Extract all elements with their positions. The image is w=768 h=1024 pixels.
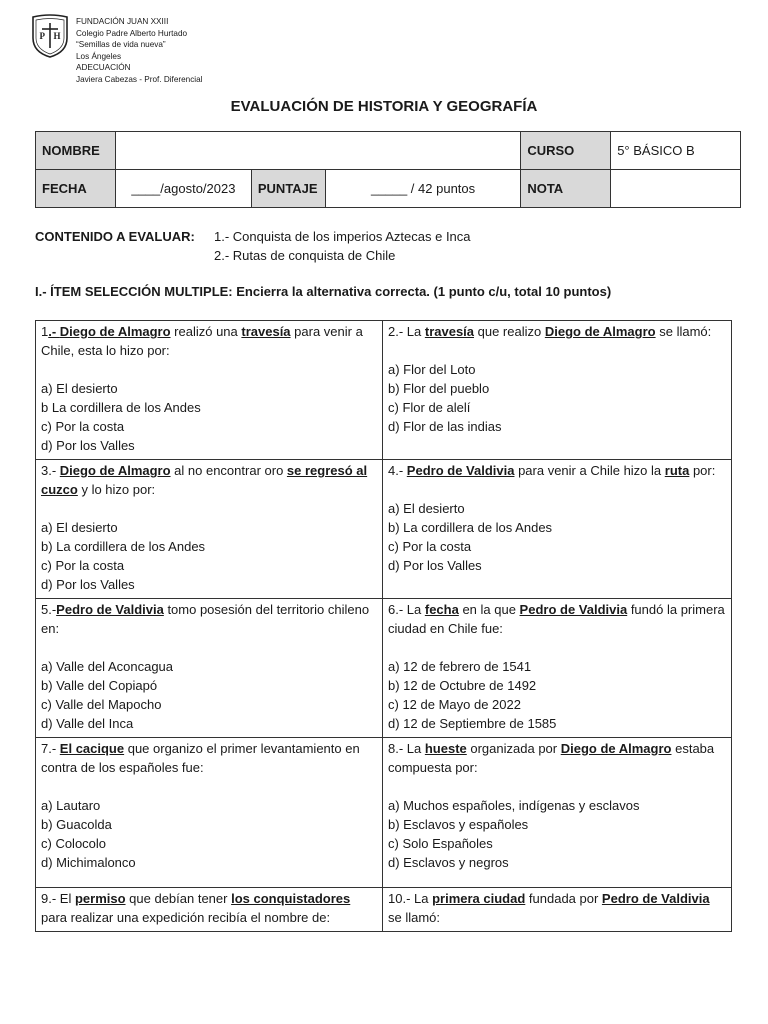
answer-option[interactable]: a) Valle del Aconcagua xyxy=(41,659,174,674)
answer-option[interactable]: a) Lautaro xyxy=(41,798,101,813)
question-text xyxy=(41,322,377,360)
answer-option[interactable]: b) La cordillera de los Andes xyxy=(41,539,206,554)
answer-option[interactable]: d) Valle del Inca xyxy=(41,716,134,731)
contenido-label: CONTENIDO A EVALUAR: xyxy=(35,229,195,244)
school-line: Los Ángeles xyxy=(76,51,122,61)
question-fragment: 3.- xyxy=(41,463,60,478)
question-cell xyxy=(383,321,732,460)
keyword: permiso xyxy=(74,891,126,906)
answer-option[interactable]: a) Muchos españoles, indígenas y esclavos xyxy=(388,798,640,813)
question-fragment: 1 xyxy=(41,324,49,339)
question-text xyxy=(388,461,726,480)
keyword: Diego de Almagro xyxy=(59,463,171,478)
section-title: I.- ÍTEM SELECCIÓN MULTIPLE: Encierra la alternativa correcta. (1 punto c/u, total 10 puntos) xyxy=(35,284,612,299)
keyword: El cacique xyxy=(59,741,125,756)
answer-option[interactable]: b) 12 de Octubre de 1492 xyxy=(388,678,537,693)
question-text xyxy=(388,889,726,927)
answer-option[interactable]: d) Flor de las indias xyxy=(388,419,502,434)
svg-text:P: P xyxy=(39,31,45,41)
question-fragment: realizó una xyxy=(170,324,242,339)
answer-options xyxy=(388,796,726,872)
question-fragment: estaba compuesta por: xyxy=(388,741,715,775)
keyword: Pedro de Valdivia xyxy=(519,602,628,617)
keyword: travesía xyxy=(241,324,291,339)
answer-option[interactable]: c) Por la costa xyxy=(41,558,125,573)
puntaje-field[interactable]: _____ / 42 puntos xyxy=(325,170,520,208)
question-cell xyxy=(36,321,383,460)
nombre-field[interactable] xyxy=(115,132,520,170)
keyword: travesía xyxy=(424,324,475,339)
question-fragment: 6.- La xyxy=(388,602,425,617)
answer-option[interactable]: c) Por la costa xyxy=(388,539,472,554)
school-line: ADECUACIÓN xyxy=(76,63,131,72)
question-cell xyxy=(36,460,383,599)
nota-label: NOTA xyxy=(521,170,611,208)
question-fragment: al no encontrar oro xyxy=(170,463,287,478)
answer-options xyxy=(388,360,726,436)
answer-option[interactable]: d) Michimalonco xyxy=(41,855,136,870)
answer-option[interactable]: c) Valle del Mapocho xyxy=(41,697,162,712)
question-fragment: tomo posesión del territorio chileno en: xyxy=(41,602,370,636)
answer-options xyxy=(41,796,377,872)
keyword: los conquistadores xyxy=(231,891,351,906)
keyword: Diego de Almagro xyxy=(560,741,672,756)
question-fragment: para realizar una expedición recibía el nombre de: xyxy=(41,910,331,925)
school-logo-icon xyxy=(30,14,70,58)
nota-field[interactable] xyxy=(611,170,741,208)
question-fragment: 5.- xyxy=(41,602,57,617)
student-info-table xyxy=(35,131,741,208)
question-text xyxy=(388,739,726,777)
question-cell xyxy=(383,888,732,932)
question-fragment: 4.- xyxy=(388,463,407,478)
answer-option[interactable]: c) 12 de Mayo de 2022 xyxy=(388,697,521,712)
curso-label: CURSO xyxy=(521,132,611,170)
answer-options xyxy=(41,657,377,733)
question-text xyxy=(41,889,377,927)
question-fragment: para venir a Chile, esta lo hizo por: xyxy=(41,324,363,358)
answer-option[interactable]: d) 12 de Septiembre de 1585 xyxy=(388,716,557,731)
question-text xyxy=(41,600,377,638)
page-title: EVALUACIÓN DE HISTORIA Y GEOGRAFÍA xyxy=(230,98,538,115)
question-cell xyxy=(383,460,732,599)
answer-option[interactable]: a) El desierto xyxy=(388,501,465,516)
keyword: primera ciudad xyxy=(432,891,526,906)
question-fragment: que organizo el primer levantamiento en contra de los españoles fue: xyxy=(41,741,360,775)
school-header xyxy=(30,14,750,98)
answer-option[interactable]: d) Esclavos y negros xyxy=(388,855,509,870)
answer-option[interactable]: b) Valle del Copiapó xyxy=(41,678,158,693)
keyword: .- xyxy=(48,324,60,339)
answer-options xyxy=(388,657,726,733)
fecha-field[interactable]: ____/agosto/2023 xyxy=(115,170,251,208)
keyword: Pedro de Valdivia xyxy=(406,463,515,478)
question-fragment: que realizo xyxy=(474,324,545,339)
question-fragment: por: xyxy=(689,463,716,478)
question-fragment: 10.- La xyxy=(388,891,433,906)
answer-options xyxy=(41,518,377,594)
question-fragment: fundada por xyxy=(525,891,602,906)
answer-option[interactable]: b) Flor del pueblo xyxy=(388,381,490,396)
answer-option[interactable]: d) Por los Valles xyxy=(41,438,135,453)
answer-options xyxy=(388,499,726,575)
question-fragment: 7.- xyxy=(41,741,60,756)
school-line: Colegio Padre Alberto Hurtado xyxy=(76,28,188,38)
keyword: hueste xyxy=(424,741,467,756)
answer-option[interactable]: a) Flor del Loto xyxy=(388,362,476,377)
contenido-item: 1.- Conquista de los imperios Aztecas e Inca xyxy=(214,229,471,244)
answer-options xyxy=(41,379,377,455)
answer-option[interactable]: c) Flor de alelí xyxy=(388,400,471,415)
answer-option[interactable]: c) Por la costa xyxy=(41,419,125,434)
keyword: fecha xyxy=(424,602,459,617)
question-fragment: 9.- El xyxy=(41,891,75,906)
answer-option[interactable]: b La cordillera de los Andes xyxy=(41,400,201,415)
question-fragment: se llamó: xyxy=(655,324,712,339)
keyword: Pedro de Valdivia xyxy=(56,602,164,617)
keyword: Pedro de Valdivia xyxy=(601,891,710,906)
question-fragment: en la que xyxy=(458,602,520,617)
question-text xyxy=(388,322,726,341)
question-text xyxy=(41,461,377,499)
school-line: FUNDACIÓN JUAN XXIII xyxy=(76,17,169,26)
fecha-label: FECHA xyxy=(36,170,116,208)
question-cell xyxy=(36,888,383,932)
keyword: Diego de Almagro xyxy=(544,324,656,339)
question-fragment: 8.- La xyxy=(388,741,425,756)
school-line: Javiera Cabezas - Prof. Diferencial xyxy=(76,74,203,84)
question-fragment: organizada por xyxy=(466,741,561,756)
question-fragment: se llamó: xyxy=(388,910,441,925)
question-fragment: fundó la primera ciudad en Chile fue: xyxy=(388,602,725,636)
question-fragment: que debían tener xyxy=(125,891,232,906)
school-line: “Semillas de vida nueva” xyxy=(76,40,166,49)
question-text xyxy=(388,600,726,638)
keyword: se regresó al cuzco xyxy=(41,463,368,497)
answer-option[interactable]: b) Guacolda xyxy=(41,817,112,832)
answer-option[interactable]: d) Por los Valles xyxy=(41,577,135,592)
svg-text:H: H xyxy=(53,31,61,41)
puntaje-label: PUNTAJE xyxy=(251,170,325,208)
question-cell xyxy=(36,738,383,888)
answer-option[interactable]: b) La cordillera de los Andes xyxy=(388,520,553,535)
answer-option[interactable]: b) Esclavos y españoles xyxy=(388,817,529,832)
answer-option[interactable]: a) El desierto xyxy=(41,381,118,396)
answer-option[interactable]: c) Solo Españoles xyxy=(388,836,493,851)
keyword: ruta xyxy=(664,463,690,478)
answer-option[interactable]: c) Colocolo xyxy=(41,836,107,851)
contenido-item: 2.- Rutas de conquista de Chile xyxy=(214,248,396,263)
question-fragment: para venir a Chile hizo la xyxy=(514,463,665,478)
question-fragment: 2.- La xyxy=(388,324,425,339)
nombre-label: NOMBRE xyxy=(36,132,116,170)
answer-option[interactable]: d) Por los Valles xyxy=(388,558,482,573)
answer-option[interactable]: a) El desierto xyxy=(41,520,118,535)
school-info xyxy=(76,16,203,85)
curso-value: 5° BÁSICO B xyxy=(611,132,741,170)
question-cell xyxy=(36,599,383,738)
question-text xyxy=(41,739,377,777)
question-cell xyxy=(383,599,732,738)
answer-option[interactable]: a) 12 de febrero de 1541 xyxy=(388,659,532,674)
question-cell xyxy=(383,738,732,888)
keyword: Diego de Almagro xyxy=(59,324,171,339)
question-fragment: y lo hizo por: xyxy=(77,482,156,497)
questions-table xyxy=(35,320,732,932)
